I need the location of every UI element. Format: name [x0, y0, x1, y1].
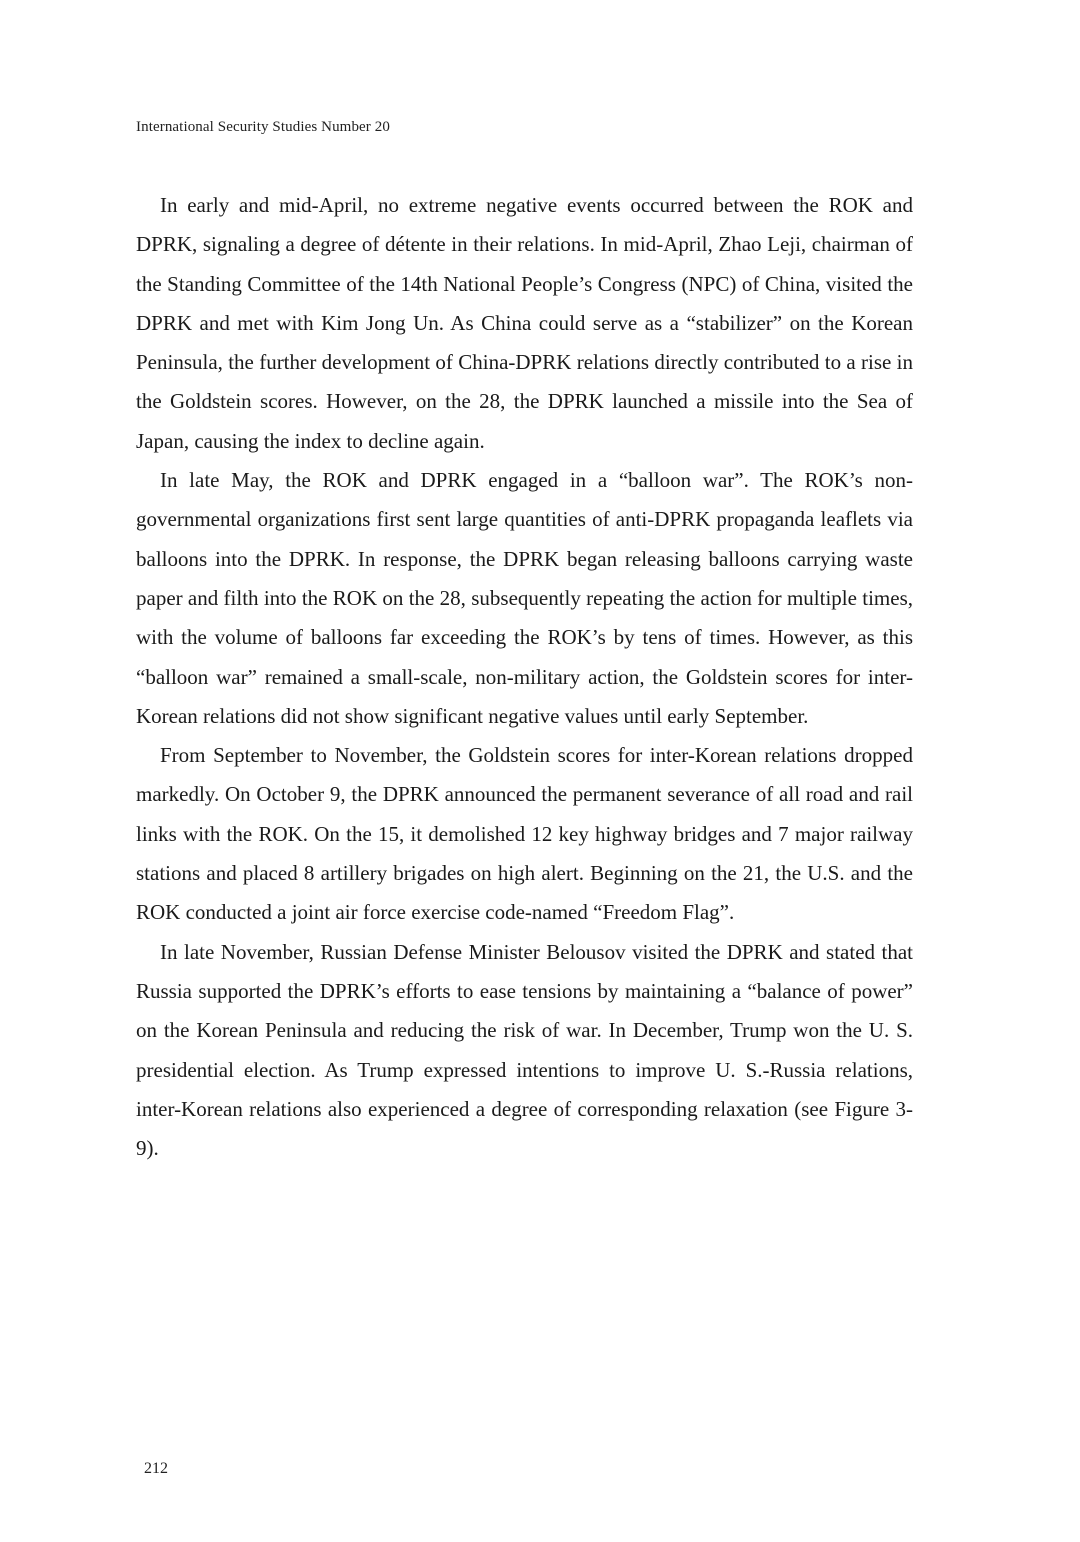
paragraph: In early and mid-April, no extreme negative events occurred between the ROK and DPRK, signaling a degree of détente in their relations. In mid-April, Zhao Leji, chairman of the Standing Committee of the 14th National People’s Congress (NPC) of China, visited the DPRK and met with Kim Jong Un. As China could serve as a “stabilizer” on the Korean Peninsula, the further development of China-DPRK relations directly contributed to a rise in the Goldstein scores. However, on the 28, the DPRK launched a missile into the Sea of Japan, causing the index to decline again. — [136, 193, 913, 453]
page-number: 212 — [144, 1460, 168, 1477]
paragraph: From September to November, the Goldstein scores for inter-Korean relations dropped markedly. On October 9, the DPRK announced the permanent severance of all road and rail links with the ROK. On the 15, it demolished 12 key highway bridges and 7 major railway stations and placed 8 artillery brigades on high alert. Beginning on the 21, the U.S. and the ROK conducted a joint air force exercise code-named “Freedom Flag”. — [136, 743, 913, 925]
body-text — [136, 186, 913, 1168]
paragraph: In late November, Russian Defense Minister Belousov visited the DPRK and stated that Russia supported the DPRK’s efforts to ease tensions by maintaining a “balance of power” on the Korean Peninsula and reducing the risk of war. In December, Trump won the U. S. presidential election. As Trump expressed intentions to improve U. S.-Russia relations, inter-Korean relations also experienced a degree of corresponding relaxation (see Figure 3-9). — [136, 939, 913, 1161]
running-header: International Security Studies Number 20 — [136, 119, 390, 135]
paragraph: In late May, the ROK and DPRK engaged in a “balloon war”. The ROK’s non-governmental organizations first sent large quantities of anti-DPRK propaganda leaflets via balloons into the DPRK. In response, the DPRK began releasing balloons carrying waste paper and filth into the ROK on the 28, subsequently repeating the action for multiple times, with the volume of balloons far exceeding the ROK’s by tens of times. However, as this “balloon war” remained a small-scale, non-military action, the Goldstein scores for inter-Korean relations did not show significant negative values until early September. — [136, 468, 913, 728]
